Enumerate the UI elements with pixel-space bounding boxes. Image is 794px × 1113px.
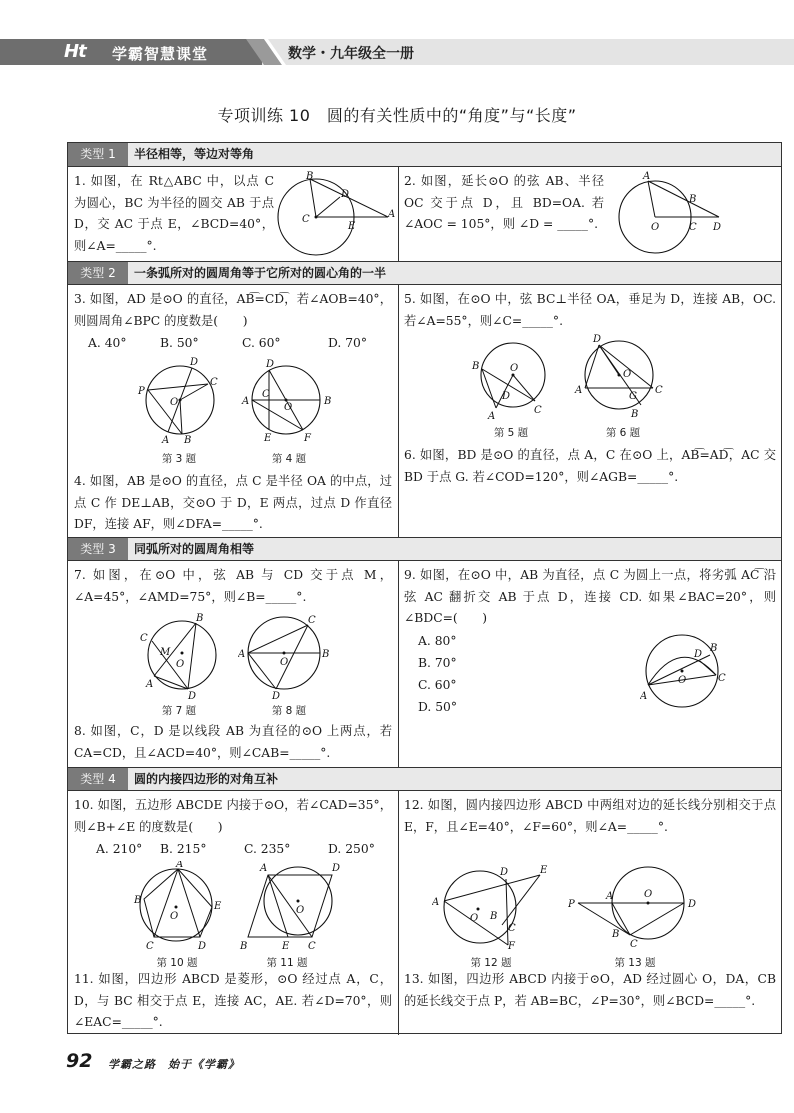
svg-text:C: C [630, 939, 638, 950]
svg-text:G: G [629, 391, 637, 402]
svg-text:A: A [162, 435, 170, 445]
svg-text:B: B [306, 171, 314, 182]
svg-text:A: A [606, 891, 614, 902]
svg-text:D: D [694, 649, 703, 660]
q10-option-d: D. 250° [328, 842, 375, 856]
svg-text:O: O [651, 222, 660, 233]
question-3: 3. 如图，AD 是⊙O 的直径，AB͡=CD͡，若∠AOB=40°，则圆周角∠BPC 的度数是( ) [74, 292, 392, 328]
figure-q8 [238, 611, 338, 701]
q9-option-c: C. 60° [418, 678, 457, 692]
svg-text:O: O [644, 889, 653, 900]
q3-option-c: C. 60° [242, 336, 281, 350]
column-divider [398, 167, 399, 261]
figure-q7 [138, 611, 228, 701]
svg-text:A: A [242, 396, 250, 407]
caption-q10: 第 10 题 [156, 957, 198, 969]
svg-text:A: A [238, 649, 246, 660]
caption-q12: 第 12 题 [470, 957, 512, 969]
svg-text:E: E [282, 941, 290, 951]
svg-text:A: A [146, 679, 154, 690]
header-slant-icon [246, 33, 286, 71]
category-tag: 类型 3 [68, 538, 128, 560]
question-1: 1. 如图，在 Rt△ABC 中，以点 C 为圆心，BC 为半径的圆交 AB 于点 D，交 AC 于点 E，∠BCD=40°，则∠A=_____°. [74, 174, 274, 253]
caption-q3: 第 3 题 [161, 453, 197, 465]
question-2: 2. 如图，延长⊙O 的弦 AB、半径 OC 交于点 D，且 BD=OA. 若 ∠AOC = 105°，则 ∠D = _____°. [404, 174, 604, 231]
svg-text:B: B [240, 941, 248, 951]
question-4: 4. 如图，AB 是⊙O 的直径，点 C 是半径 OA 的中点，过点 C 作 DE⊥AB，交⊙O 于 D，E 两点，过点 D 作直径 DF，连接 AF，则∠DFA=_____°. [74, 474, 392, 531]
question-7: 7. 如图，在⊙O 中，弦 AB 与 CD 交于点 M，∠A=45°，∠AMD=75°，则∠B=_____°. [74, 568, 392, 604]
svg-text:O: O [623, 369, 632, 380]
svg-text:D: D [198, 941, 207, 951]
question-8: 8. 如图，C，D 是以线段 AB 为直径的⊙O 上两点，若 CA=CD，且∠ACD=40°，则∠CAB=_____°. [74, 724, 392, 760]
caption-q6: 第 6 题 [605, 427, 641, 439]
question-13: 13. 如图，四边形 ABCD 内接于⊙O，AD 经过圆心 O，DA，CB 的延长线交于点 P，若 AB=BC，∠P=30°，则∠BCD=_____°. [404, 972, 776, 1008]
svg-text:O: O [678, 675, 687, 686]
svg-text:O: O [510, 363, 519, 374]
q3-option-d: D. 70° [328, 336, 368, 350]
svg-text:E: E [348, 221, 356, 232]
svg-text:D: D [190, 357, 199, 368]
svg-text:M: M [160, 647, 171, 658]
category-2 [68, 261, 781, 285]
svg-text:B: B [689, 194, 697, 205]
q10-option-b: B. 215° [160, 842, 207, 856]
svg-text:C: C [689, 222, 697, 233]
q10-option-c: C. 235° [244, 842, 291, 856]
svg-text:O: O [170, 397, 179, 408]
book-title: 数学・九年级全一册 [288, 46, 414, 62]
exercise-box [67, 142, 782, 1034]
svg-text:D: D [500, 867, 509, 878]
column-divider [398, 791, 399, 1035]
question-6: 6. 如图，BD 是⊙O 的直径，点 A，C 在⊙O 上，AB͡=AD͡，AC 交 BD 于点 G. 若∠COD=120°，则∠AGB=_____°. [404, 448, 776, 484]
svg-text:D: D [593, 334, 602, 345]
svg-text:B: B [322, 649, 330, 660]
caption-q4: 第 4 题 [271, 453, 307, 465]
question-5: 5. 如图，在⊙O 中，弦 BC⊥半径 OA，垂足为 D，连接 AB，OC. 若∠A=55°，则∠C=_____°. [404, 292, 776, 328]
svg-text:O: O [170, 911, 179, 922]
svg-text:B: B [710, 643, 718, 654]
category-1 [68, 143, 781, 167]
category-text: 圆的内接四边形的对角互补 [134, 772, 279, 786]
figure-q1 [268, 167, 398, 259]
category-3 [68, 537, 781, 561]
question-11: 11. 如图，四边形 ABCD 是菱形，⊙O 经过点 A，C，D，与 BC 相交于点 E，连接 AC，AE. 若∠D=70°，则∠EAC=_____°. [74, 972, 392, 1029]
svg-text:D: D [688, 899, 697, 910]
svg-text:O: O [280, 657, 289, 668]
category-text: 一条弧所对的圆周角等于它所对的圆心角的一半 [134, 266, 387, 280]
svg-text:C: C [262, 389, 270, 400]
svg-text:D: D [272, 691, 281, 701]
svg-text:P: P [138, 386, 145, 397]
figure-q6 [573, 333, 673, 423]
svg-text:C: C [302, 214, 310, 225]
caption-q5: 第 5 题 [493, 427, 529, 439]
figure-q2 [603, 167, 783, 259]
svg-text:A: A [640, 691, 648, 702]
category-tag: 类型 2 [68, 262, 128, 284]
svg-text:B: B [134, 895, 142, 906]
svg-text:D: D [502, 391, 511, 402]
svg-text:D: D [332, 863, 341, 874]
svg-text:B: B [472, 361, 480, 372]
page-header [0, 33, 794, 73]
svg-text:C: C [655, 385, 663, 396]
svg-text:O: O [296, 905, 305, 916]
svg-text:A: A [432, 897, 440, 908]
svg-text:P: P [568, 899, 575, 910]
column-divider [398, 561, 399, 767]
svg-text:C: C [140, 633, 148, 644]
svg-text:C: C [308, 941, 316, 951]
svg-text:O: O [176, 659, 185, 670]
svg-text:E: E [264, 433, 272, 444]
svg-text:B: B [184, 435, 192, 445]
caption-q8: 第 8 题 [271, 705, 307, 717]
page-title: 专项训练 10 圆的有关性质中的“角度”与“长度” [217, 106, 577, 125]
svg-text:D: D [266, 359, 275, 370]
q3-option-b: B. 50° [160, 336, 199, 350]
svg-text:C: C [210, 377, 218, 388]
caption-q7: 第 7 题 [161, 705, 197, 717]
svg-text:O: O [284, 402, 293, 413]
brand-logo: Ht [64, 41, 86, 62]
svg-text:D: D [188, 691, 197, 701]
question-9: 9. 如图，在⊙O 中，AB 为直径，点 C 为圆上一点，将劣弧 AC͡ 沿弦 AC 翻折交 AB 于点 D，连接 CD. 如果∠BAC=20°，则∠BDC=( ) [404, 568, 776, 625]
figure-q11 [236, 861, 346, 951]
svg-text:A: A [643, 171, 651, 182]
category-text: 同弧所对的圆周角相等 [134, 542, 255, 556]
svg-text:C: C [146, 941, 154, 951]
footer-slogan: 学霸之路 始于《学霸》 [108, 1058, 240, 1071]
q9-option-a: A. 80° [418, 634, 457, 648]
category-tag: 类型 4 [68, 768, 128, 790]
svg-text:F: F [508, 941, 515, 951]
figure-q5 [468, 333, 558, 423]
svg-text:A: A [575, 385, 583, 396]
svg-text:C: C [718, 673, 726, 684]
svg-text:B: B [196, 613, 204, 624]
svg-text:F: F [304, 433, 311, 444]
svg-text:A: A [176, 861, 184, 870]
svg-text:O: O [470, 913, 479, 924]
q3-option-a: A. 40° [88, 336, 127, 350]
column-divider [398, 285, 399, 537]
svg-text:B: B [490, 911, 498, 922]
svg-text:E: E [214, 901, 222, 912]
svg-text:C: C [308, 615, 316, 626]
figure-q12 [432, 861, 552, 951]
question-12: 12. 如图，圆内接四边形 ABCD 中两组对边的延长线分别相交于点 E，F，且∠E=40°，∠F=60°，则∠A=_____°. [404, 798, 776, 834]
svg-text:C: C [508, 923, 516, 934]
category-4 [68, 767, 781, 791]
page-number: 92 [66, 1050, 93, 1072]
svg-text:B: B [612, 929, 620, 940]
figure-q9 [640, 633, 730, 713]
svg-text:E: E [540, 865, 548, 876]
svg-text:C: C [534, 405, 542, 416]
category-tag: 类型 1 [68, 143, 128, 166]
caption-q11: 第 11 题 [266, 957, 308, 969]
caption-q13: 第 13 题 [614, 957, 656, 969]
q9-option-d: D. 50° [418, 700, 458, 714]
svg-text:B: B [324, 396, 332, 407]
figure-q4 [240, 355, 340, 445]
svg-text:B: B [631, 409, 639, 420]
q10-option-a: A. 210° [96, 842, 143, 856]
figure-q3 [130, 355, 230, 445]
svg-text:D: D [713, 222, 722, 233]
q9-option-b: B. 70° [418, 656, 457, 670]
svg-text:A: A [260, 863, 268, 874]
svg-text:A: A [488, 411, 496, 422]
figure-q10 [128, 861, 228, 951]
figure-q13 [568, 861, 698, 951]
svg-text:D: D [341, 189, 350, 200]
category-text: 半径相等，等边对等角 [134, 147, 255, 161]
svg-text:A: A [388, 209, 396, 220]
question-10: 10. 如图，五边形 ABCDE 内接于⊙O，若∠CAD=35°，则∠B+∠E 的度数是( ) [74, 798, 392, 834]
brand-name: 学霸智慧课堂 [112, 45, 209, 63]
